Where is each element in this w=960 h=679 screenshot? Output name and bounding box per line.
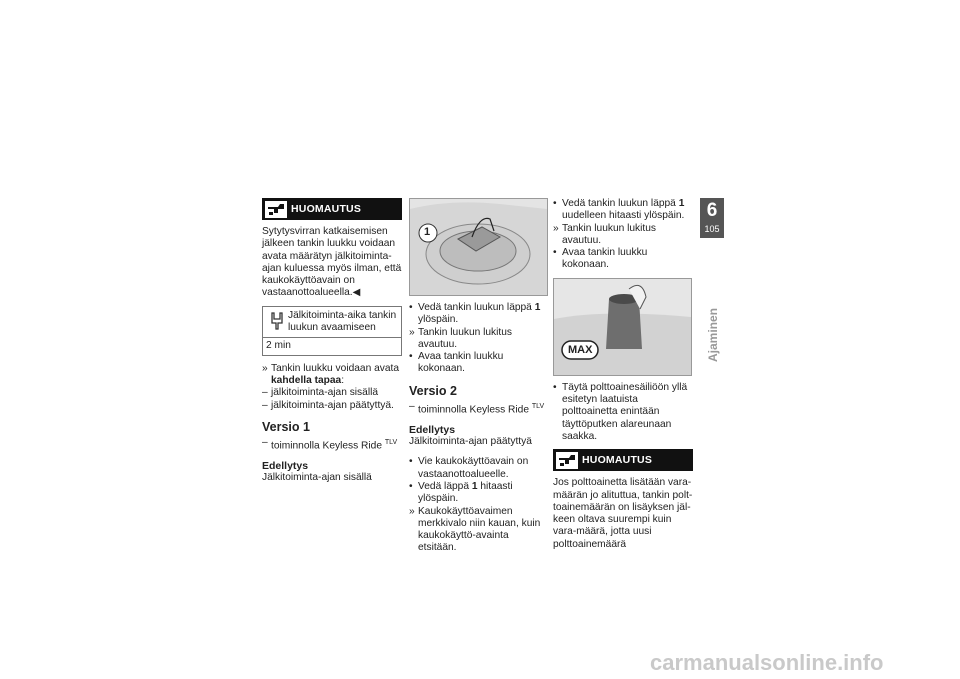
list-item: • Avaa tankin luukku kokonaan. [409,351,504,375]
prereq-text: Jälkitoiminta-ajan sisällä [262,472,372,484]
list-item: – toiminnolla Keyless Ride $^{TLV}$ [262,437,398,452]
table-value: 2 min [266,340,291,352]
notice-title: HUOMAUTUS [291,202,362,215]
tank-cap-illustration [410,199,547,295]
list-item: » Tankin luukku voidaan avata kahdella tapaa: [262,362,399,386]
tank-cap-figure [409,198,548,296]
section-heading: Versio 1 [262,419,310,434]
column-1 [262,198,402,484]
list-item: » Tankin luukun lukitus avautuu. [409,326,513,350]
list-item: • Vie kaukokäyttöavain on vastaanottoalueelle. [409,456,529,480]
chapter-side-label: Ajaminen [706,307,720,362]
column-2 [409,198,549,555]
subheading: Edellytys [262,459,309,472]
max-label: MAX [568,343,593,356]
tools-icon [556,452,578,469]
filler-neck-illustration [554,279,691,375]
figure-callout-1: 1 [424,226,431,238]
page-number: 105 [704,224,720,234]
chapter-tab [700,198,724,238]
list-item: • Vedä tankin luukun läppä 1 uudelleen hitaasti ylöspäin. [553,198,685,222]
table-label: Jälkitoiminta-aika tankin luukun avaamiseen [288,309,397,334]
section-heading: Versio 2 [409,383,457,398]
notice-text: Jos polttoainetta lisätään vara-määrän jo alituttua, tankin polt-toainemäärän on lisäyksen jäl-keen oltava suurempi kuin vara-määrä, jotta uusi polttoainemäärä [553,477,693,550]
value-table [262,306,402,356]
list-item: – jälkitoiminta-ajan sisällä [262,387,379,399]
prereq-text: Jälkitoiminta-ajan päätyttyä [409,436,532,448]
tools-icon [265,201,287,218]
list-item: • Avaa tankin luukku kokonaan. [553,247,648,271]
filler-neck-figure [553,278,692,376]
notice-box [553,449,693,471]
chapter-number: 6 [706,200,718,221]
column-3 [553,198,693,551]
subheading: Edellytys [409,423,456,436]
watermark: carmanualsonline.info [650,650,884,675]
notice-title: HUOMAUTUS [582,454,653,467]
notice-text: Sytytysvirran katkaisemisen jälkeen tankin luukku voidaan avata määrätyn jälkitoiminta-ajan kuluessa myös ilman, että kaukokäyttöavain on vastaanottoalueella.◀ [262,226,402,299]
list-item: • Vedä tankin luukun läppä 1 ylöspäin. [409,302,541,326]
list-item: » Tankin luukun lukitus avautuu. [553,222,657,246]
list-item: • Vedä läppä 1 hitaasti ylöspäin. [409,480,513,505]
notice-box [262,198,402,220]
wrench-icon [266,310,288,332]
list-item: » Kaukokäyttöavaimen merkkivalo niin kauan, kuin kaukokäyttö-avainta etsitään. [409,505,541,554]
list-item: • Täytä polttoainesäiliöön yllä esitetyn laatuista polttoainetta enintään täyttöputken alareunaan saakka. [553,381,688,442]
list-item: – jälkitoiminta-ajan päätyttyä. [262,399,394,411]
list-item: – toiminnolla Keyless Ride $^{TLV}$ [409,401,545,416]
